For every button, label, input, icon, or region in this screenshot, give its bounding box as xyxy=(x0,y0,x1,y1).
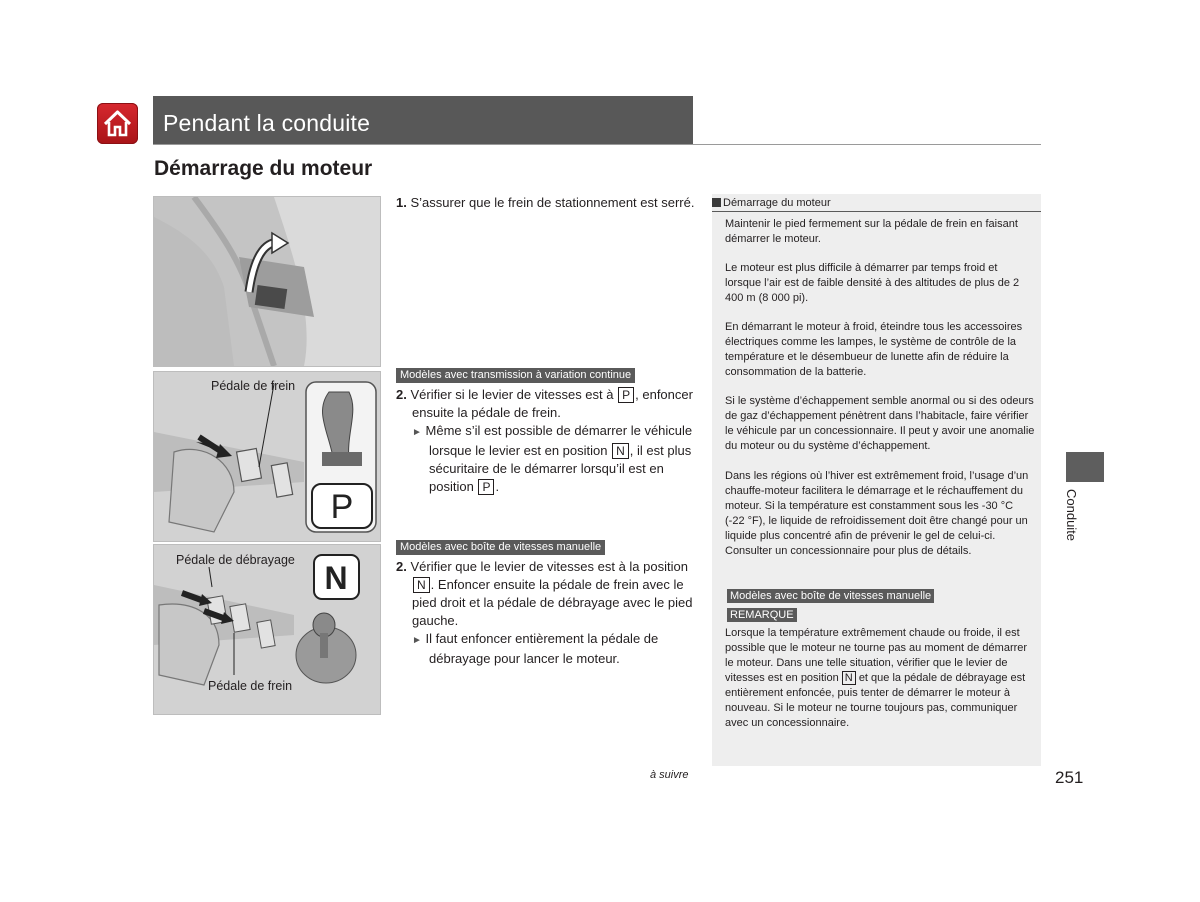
manual-models-tag: Modèles avec boîte de vitesses manuelle xyxy=(396,540,605,555)
manual-step-2: 2. Vérifier que le levier de vitesses est à la position N . Enfoncer ensuite la pédale de frein avec le pied droit et la pédale de débrayage avec le pied gauche. ► Il faut enfoncer entièrement la pédale de débrayage pour lancer le moteur. xyxy=(396,559,693,666)
home-button[interactable] xyxy=(97,103,138,144)
sidebar-paragraph: Dans les régions où l’hiver est extrêmement froid, l’usage d’un chauffe-moteur facilitera le démarrage et le réchauffement du moteur. Si la température est constamment sous les -30 °C (-22 °F), le liquide de refroidissement doit être changé pour un liquide plus concentré afin de prévenir le gel de celui-ci. Consulter un concessionnaire pour plus de détails. xyxy=(725,470,1029,557)
note-arrow-icon: ► xyxy=(412,427,422,438)
gear-key-p-2: P xyxy=(478,479,494,495)
section-title: Démarrage du moteur xyxy=(154,157,373,180)
reference-marker-icon xyxy=(712,198,721,207)
notes-sidebar xyxy=(712,194,1041,766)
remark-badge: REMARQUE xyxy=(727,608,797,622)
sidebar-heading: Démarrage du moteur xyxy=(712,196,1041,212)
page-number: 251 xyxy=(1055,768,1084,787)
cvt-brake-pedal-illustration xyxy=(153,371,381,542)
sidebar-paragraph: Si le système d’échappement semble anormal ou si des odeurs de gaz d’échappement pénètrent dans l’habitacle, faire vérifier le véhicule par un concessionnaire. Il peut y avoir une anomalie du moteur ou du système d’échappement. xyxy=(725,395,1035,452)
parking-brake-illustration xyxy=(153,196,381,367)
cvt-step-2: 2. Vérifier si le levier de vitesses est à P , enfoncer ensuite la pédale de frein. ► Même s’il est possible de démarrer le véhicule lorsque le levier est en position N , il est plus sécuritaire de le démarrer lorsqu’il est en position P . xyxy=(396,387,693,494)
sidebar-paragraph: En démarrant le moteur à froid, éteindre tous les accessoires électriques comme les lampes, le système de contrôle de la température et le désembueur de lunette afin de réduire la consommation de la batterie. xyxy=(725,321,1023,378)
cvt-models-tag: Modèles avec transmission à variation continue xyxy=(396,368,635,383)
sidebar-paragraph: Maintenir le pied fermement sur la pédale de frein en faisant démarrer le moteur. xyxy=(725,218,1018,245)
title-divider xyxy=(153,144,1041,145)
chapter-side-tab[interactable] xyxy=(1066,452,1104,482)
step-1: 1. S’assurer que le frein de stationnement est serré. xyxy=(396,195,695,210)
gear-key-n-manual: N xyxy=(413,577,430,593)
sidebar-paragraph: Lorsque la température extrêmement chaude ou froide, il est possible que le moteur ne tourne pas au moment de démarrer le moteur. Dans une telle situation, vérifier que le levier de vitesses est en position N et que la pédale de débrayage est entièrement enfoncée, puis tenter de démarrer le moteur à nouveau. Si le moteur ne tourne toujours pas, communiquer avec un concessionnaire. xyxy=(725,627,1028,729)
chapter-side-label: Conduite xyxy=(1064,489,1079,542)
gear-key-n-sidebar: N xyxy=(842,671,856,685)
chapter-title: Pendant la conduite xyxy=(163,110,371,136)
manual-pedals-illustration xyxy=(153,544,381,715)
gear-key-p: P xyxy=(618,387,634,403)
brake-pedal-label: Pédale de frein xyxy=(211,379,296,393)
gear-n-letter: N xyxy=(324,560,348,596)
gear-key-n: N xyxy=(612,443,629,459)
gear-p-letter: P xyxy=(330,488,354,526)
continued-label: à suivre xyxy=(650,769,689,781)
home-icon xyxy=(102,108,133,139)
sidebar-paragraph: Le moteur est plus difficile à démarrer par temps froid et lorsque l’air est de faible densité à des altitudes de plus de 2 400 m (8 000 pi). xyxy=(725,262,1020,304)
note-arrow-icon: ► xyxy=(412,635,422,646)
clutch-pedal-label: Pédale de débrayage xyxy=(176,553,295,567)
brake-pedal-label-manual: Pédale de frein xyxy=(208,679,293,693)
sidebar-manual-tag: Modèles avec boîte de vitesses manuelle xyxy=(727,589,934,603)
chapter-title-bar xyxy=(153,96,693,144)
